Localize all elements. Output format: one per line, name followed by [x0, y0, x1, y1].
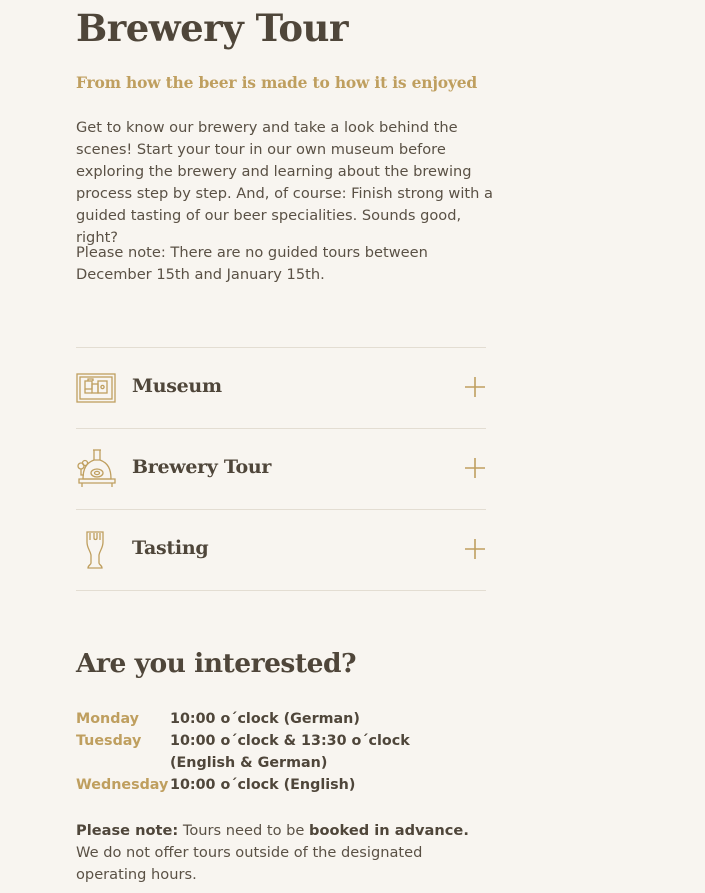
- closure-note: Please note: There are no guided tours between December 15th and January 15th.: [76, 244, 428, 283]
- intro-paragraph: Get to know our brewery and take a look behind the scenes! Start your tour in our own museum before exploring the brewery and learning about the brewing process step by step. And, of course: Finish strong with a guided tasting of our beer specialities. Sounds good, right?: [76, 119, 493, 246]
- page-title: Brewery Tour: [76, 6, 348, 50]
- accordion-item-museum[interactable]: [76, 348, 486, 429]
- beer-glass-icon: [76, 530, 116, 570]
- brew-kettle-icon: [76, 449, 116, 489]
- schedule-day: Tuesday: [76, 733, 142, 749]
- schedule-time: 10:00 o´clock & 13:30 o´clock (English & German): [170, 733, 410, 771]
- museum-map-icon: [76, 368, 116, 408]
- accordion-label-museum: Museum: [132, 375, 222, 397]
- booking-note: [76, 820, 496, 886]
- accordion-label-tasting: Tasting: [132, 537, 209, 559]
- plus-icon[interactable]: [464, 376, 486, 398]
- schedule-row: [76, 774, 476, 796]
- tour-accordion: [76, 347, 486, 591]
- accordion-item-brewery-tour[interactable]: [76, 429, 486, 510]
- interest-heading: Are you interested?: [76, 648, 357, 679]
- schedule-row: [76, 730, 476, 774]
- tour-schedule: [76, 708, 476, 796]
- accordion-item-tasting[interactable]: [76, 510, 486, 591]
- plus-icon[interactable]: [464, 457, 486, 479]
- schedule-row: [76, 708, 476, 730]
- accordion-label-brewery-tour: Brewery Tour: [132, 456, 272, 478]
- booking-note-text: Tours need to be: [178, 822, 310, 839]
- booking-note-emphasis: booked in advance.: [309, 822, 469, 839]
- schedule-day: Monday: [76, 711, 139, 727]
- schedule-time: 10:00 o´clock (German): [170, 711, 360, 727]
- page-subtitle: From how the beer is made to how it is enjoyed: [76, 73, 478, 92]
- plus-icon[interactable]: [464, 538, 486, 560]
- schedule-time: 10:00 o´clock (English): [170, 777, 356, 793]
- booking-note-lead: Please note:: [76, 822, 179, 839]
- schedule-day: Wednesday: [76, 777, 169, 793]
- booking-note-text-end: We do not offer tours outside of the designated operating hours.: [76, 844, 423, 883]
